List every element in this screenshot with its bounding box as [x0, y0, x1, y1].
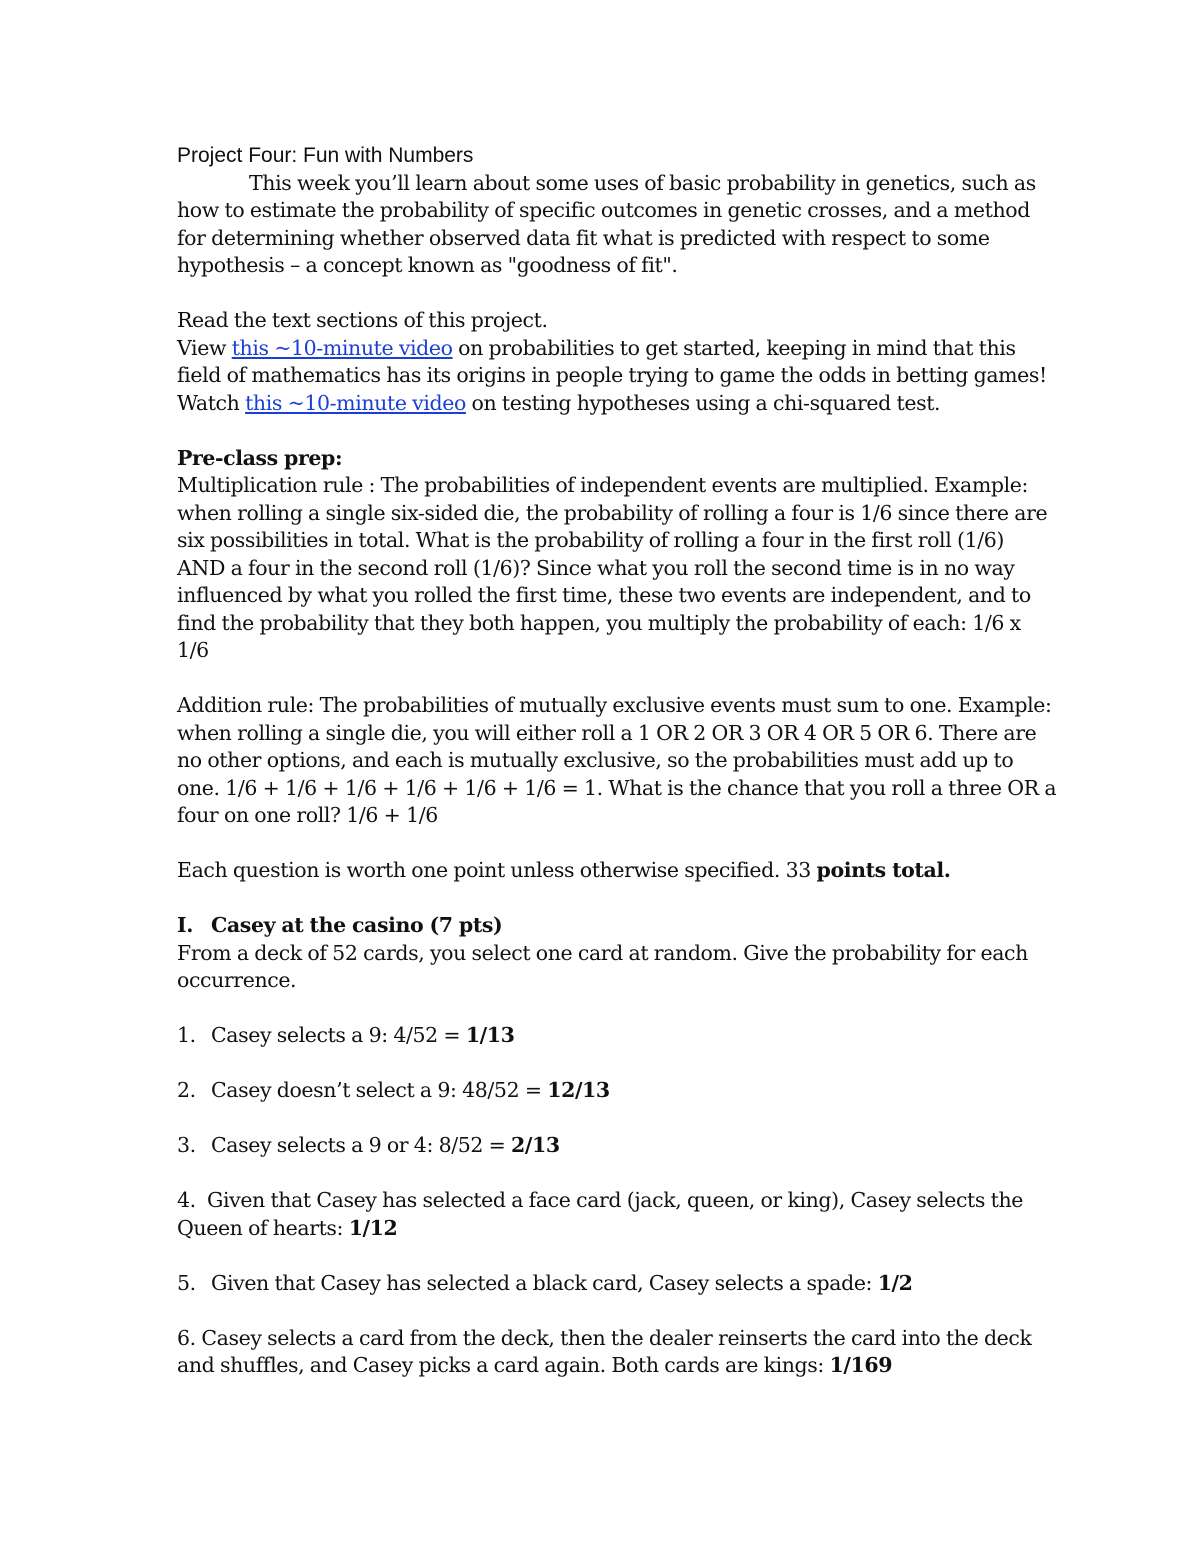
probability-video-link[interactable]: this ~10-minute video [231, 335, 453, 360]
addition-rule-paragraph: Addition rule: The probabilities of mutually exclusive events must sum to one. Example: when rolling a single die, you will either roll a 1 OR 2 OR 3 OR 4 OR 5 OR 6. There are no other options, and each is mutually exclusive, so the probabilities must add up to one. 1/6 + 1/6 + 1/6 + 1/6 + 1/6 + 1/6 = 1. What is the chance that you roll a three OR a four on one roll? 1/6 + 1/6 [177, 693, 1057, 827]
question-text: Given that Casey has selected a black card, Casey selects a spade: [211, 1270, 878, 1295]
watch-instruction [177, 390, 1057, 418]
question-answer: 1/13 [465, 1023, 515, 1047]
question-text: Casey selects a 9 or 4: 8/52 = [211, 1133, 512, 1157]
points-total: points total. [816, 858, 951, 882]
question-6 [177, 1325, 1057, 1380]
spacer [177, 1050, 1057, 1078]
spacer [177, 280, 1057, 308]
question-answer: 12/13 [547, 1078, 610, 1102]
question-number: 5. [177, 1270, 196, 1295]
watch-text-after: on testing hypotheses using a chi-squared test. [465, 390, 941, 415]
points-text: Each question is worth one point unless otherwise specified. 33 [177, 858, 817, 882]
question-number: 4. [177, 1188, 196, 1212]
spacer [177, 885, 1057, 913]
section-heading [177, 912, 1057, 940]
spacer [177, 1297, 1057, 1325]
spacer [177, 1160, 1057, 1188]
question-number: 1. [177, 1023, 196, 1047]
multiplication-rule-paragraph: Multiplication rule : The probabilities of independent events are multiplied. Example: when rolling a single six-sided die, the probability of rolling a four is 1/6 since there are six possibilities in total. What is the probability of rolling a four in the first roll (1/6) AND a four in the second roll (1/6)? Since what you roll the second time is in no way influenced by what you rolled the first time, these two events are independent, and to find the probability that they both happen, you multiply the probability of each: 1/6 x 1/6 [177, 473, 1048, 662]
spacer [177, 1242, 1057, 1270]
question-number: 2. [177, 1078, 196, 1102]
preclass-heading: Pre-class prep: [177, 445, 343, 470]
section-title: Casey at the casino (7 pts) [211, 913, 503, 937]
view-text-before: View [177, 335, 232, 360]
spacer [177, 995, 1057, 1023]
question-2 [177, 1077, 1057, 1105]
question-text: Casey selects a 9: 4/52 = [211, 1023, 466, 1047]
question-answer: 1/12 [348, 1215, 398, 1240]
chi-squared-video-link[interactable]: this ~10-minute video [245, 390, 466, 415]
view-text-after: on probabilities to get started, keeping in mind that this field of mathematics has its origins in people trying to game the odds in betting games! [177, 335, 1047, 387]
intro-paragraph: This week you’ll learn about some uses of basic probability in genetics, such as how to estimate the probability of specific outcomes in genetic crosses, and a method for determining whether observed data fit what is predicted with respect to some hypothesis – a concept known as "goodness of fit". [177, 170, 1036, 277]
read-instruction: Read the text sections of this project. [177, 308, 548, 332]
question-text: Casey doesn’t select a 9: 48/52 = [211, 1078, 548, 1102]
points-line [177, 857, 1057, 885]
page-title: Project Four: Fun with Numbers [177, 144, 474, 167]
question-answer: 2/13 [511, 1133, 560, 1157]
document-page [177, 142, 1057, 1380]
section-number: I. [177, 913, 193, 937]
spacer [177, 665, 1057, 693]
question-answer: 1/169 [829, 1353, 893, 1377]
watch-text-before: Watch [177, 390, 246, 415]
question-number: 6. [177, 1325, 196, 1350]
spacer [177, 417, 1057, 445]
question-answer: 1/2 [877, 1270, 913, 1295]
question-text: Given that Casey has selected a face card (jack, queen, or king), Casey selects the Queen of hearts: [177, 1188, 1024, 1240]
question-number: 3. [177, 1133, 196, 1157]
spacer [177, 1105, 1057, 1133]
question-1 [177, 1022, 1057, 1050]
question-4 [177, 1187, 1057, 1242]
spacer [177, 830, 1057, 858]
question-5 [177, 1270, 1057, 1298]
view-instruction [177, 335, 1057, 390]
section-intro: From a deck of 52 cards, you select one card at random. Give the probability for each occurrence. [177, 940, 1028, 992]
question-text: Casey selects a card from the deck, then the dealer reinserts the card into the deck and shuffles, and Casey picks a card again. Both cards are kings: [177, 1325, 1032, 1377]
question-3 [177, 1132, 1057, 1160]
